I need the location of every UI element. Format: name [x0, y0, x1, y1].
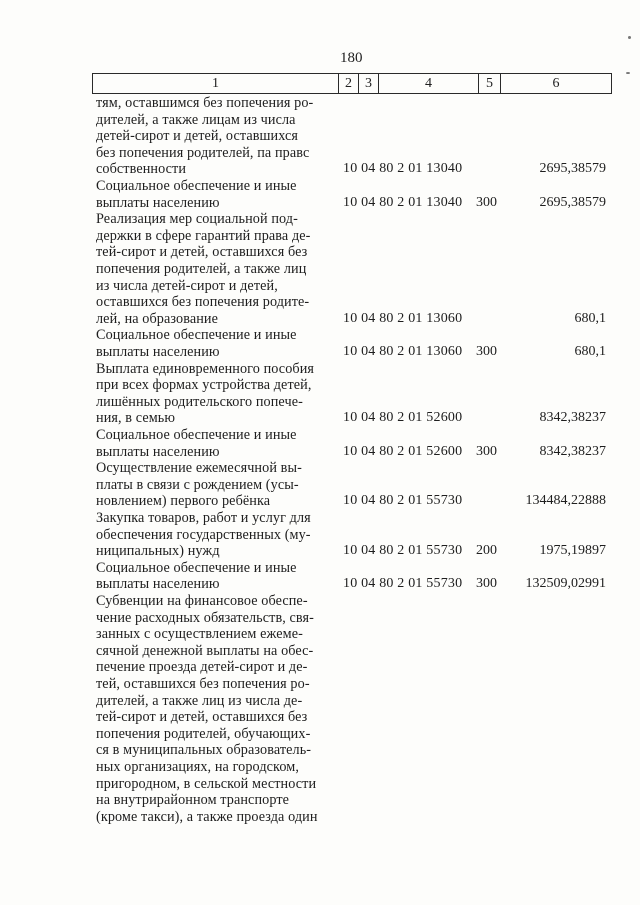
description-line: Субвенции на финансовое обеспе-: [96, 593, 308, 609]
description-line: ных организациях, на городском,: [96, 758, 299, 775]
table-row: [0, 560, 640, 593]
row-description: [96, 95, 332, 178]
row-code: 10 04 80 2 01 13060: [343, 343, 463, 359]
row-code: 10 04 80 2 01 52600: [343, 410, 463, 426]
description-line: при всех формах устройства детей,: [96, 377, 312, 394]
row-expense-type: 300: [476, 443, 497, 459]
row-description: [96, 211, 332, 327]
table-row: [0, 211, 640, 327]
scan-speck: [626, 72, 630, 74]
table-row: [0, 178, 640, 211]
header-col-2: 2: [339, 74, 359, 93]
description-line: Социальное обеспечение и иные: [96, 559, 297, 576]
row-code: 10 04 80 2 01 13040: [343, 194, 463, 210]
header-col-6: 6: [552, 76, 560, 91]
description-line: Реализация мер социальной под-: [96, 211, 298, 228]
row-description: [96, 327, 332, 360]
row-code: 10 04 80 2 01 13040: [343, 161, 463, 177]
row-code: 10 04 80 2 01 13060: [343, 310, 463, 326]
description-line: пригородном, в сельской местности: [96, 775, 317, 792]
row-expense-type: 300: [476, 194, 497, 210]
scan-speck: [628, 36, 631, 39]
table-row: [0, 361, 640, 427]
description-line: выплаты населению: [96, 343, 220, 360]
row-amount: 1975,19897: [539, 543, 606, 559]
row-expense-type: 300: [476, 343, 497, 359]
row-code: 10 04 80 2 01 55730: [343, 543, 463, 559]
description-line: из числа детей-сирот и детей,: [96, 277, 278, 294]
description-line: Закупка товаров, работ и услуг для: [96, 510, 311, 526]
description-line: лишённых родительского попече-: [96, 393, 303, 410]
description-line: печение проезда детей-сирот и де-: [96, 659, 308, 676]
table-row: [0, 593, 640, 825]
description-line: дителей, а также лицам из числа: [96, 111, 296, 128]
description-line: тей-сирот и детей, оставшихся без: [96, 244, 308, 261]
description-line: попечения родителей, обучающих-: [96, 725, 311, 742]
description-line: новлением) первого ребёнка: [96, 493, 271, 510]
row-amount: 8342,38237: [539, 443, 606, 459]
row-description: [96, 361, 332, 427]
description-line: обеспечения государственных (му-: [96, 526, 311, 543]
row-description: [96, 427, 332, 460]
row-amount: 680,1: [574, 310, 606, 326]
description-line: выплаты населению: [96, 194, 220, 211]
page-number: 180: [340, 50, 363, 66]
description-line: Социальное обеспечение и иные: [96, 427, 297, 443]
description-line: тям, оставшимся без попечения ро-: [96, 95, 314, 111]
row-code: 10 04 80 2 01 52600: [343, 443, 463, 459]
description-line: выплаты населению: [96, 443, 220, 460]
row-code: 10 04 80 2 01 55730: [343, 576, 463, 592]
description-line: лей, на образование: [96, 310, 219, 327]
row-amount: 134484,22888: [525, 493, 606, 509]
description-line: выплаты населению: [96, 576, 220, 593]
row-expense-type: 200: [476, 543, 497, 559]
header-col-3: 3: [359, 74, 379, 93]
table-row: [0, 427, 640, 460]
row-code: 10 04 80 2 01 55730: [343, 493, 463, 509]
table-row: [0, 460, 640, 510]
description-line: дителей, а также лиц из числа де-: [96, 692, 303, 709]
description-line: держки в сфере гарантий права де-: [96, 227, 311, 244]
description-line: Выплата единовременного пособия: [96, 360, 315, 377]
description-line: на внутрирайонном транспорте: [96, 792, 290, 809]
table-row: [0, 327, 640, 360]
header-col-4: 4: [379, 74, 479, 93]
description-line: ниципальных) нужд: [96, 543, 220, 560]
row-description: [96, 560, 332, 593]
row-amount: 2695,38579: [539, 161, 606, 177]
description-line: ся в муниципальных образователь-: [96, 742, 312, 759]
row-amount: 8342,38237: [539, 410, 606, 426]
column-header-table: [92, 73, 612, 94]
row-amount: 2695,38579: [539, 194, 606, 210]
description-line: тей-сирот и детей, оставшихся без: [96, 709, 308, 726]
description-line: занных с осуществлением ежеме-: [96, 626, 303, 643]
description-line: ния, в семью: [96, 410, 176, 427]
description-line: (кроме такси), а также проезда один: [96, 808, 318, 825]
row-description: [96, 460, 332, 510]
row-description: [96, 593, 332, 825]
description-line: Социальное обеспечение и иные: [96, 327, 297, 344]
table-row: [0, 95, 640, 178]
description-line: тей, оставшихся без попечения ро-: [96, 675, 310, 692]
description-line: чение расходных обязательств, свя-: [96, 609, 314, 626]
description-line: собственности: [96, 161, 187, 178]
description-line: без попечения родителей, па правс: [96, 144, 310, 161]
description-line: оставшихся без попечения родите-: [96, 294, 310, 311]
row-description: [96, 178, 332, 211]
row-amount: 132509,02991: [525, 576, 606, 592]
description-line: сячной денежной выплаты на обес-: [96, 642, 314, 659]
description-line: Осуществление ежемесячной вы-: [96, 460, 302, 477]
header-col-1: 1: [93, 74, 339, 93]
row-amount: 680,1: [574, 343, 606, 359]
description-line: детей-сирот и детей, оставшихся: [96, 128, 299, 145]
description-line: попечения родителей, а также лиц: [96, 260, 307, 277]
description-line: Социальное обеспечение и иные: [96, 178, 297, 194]
row-expense-type: 300: [476, 576, 497, 592]
row-description: [96, 510, 332, 560]
table-row: [0, 510, 640, 560]
header-col-5: 5: [479, 74, 501, 93]
description-line: платы в связи с рождением (усы-: [96, 476, 299, 493]
